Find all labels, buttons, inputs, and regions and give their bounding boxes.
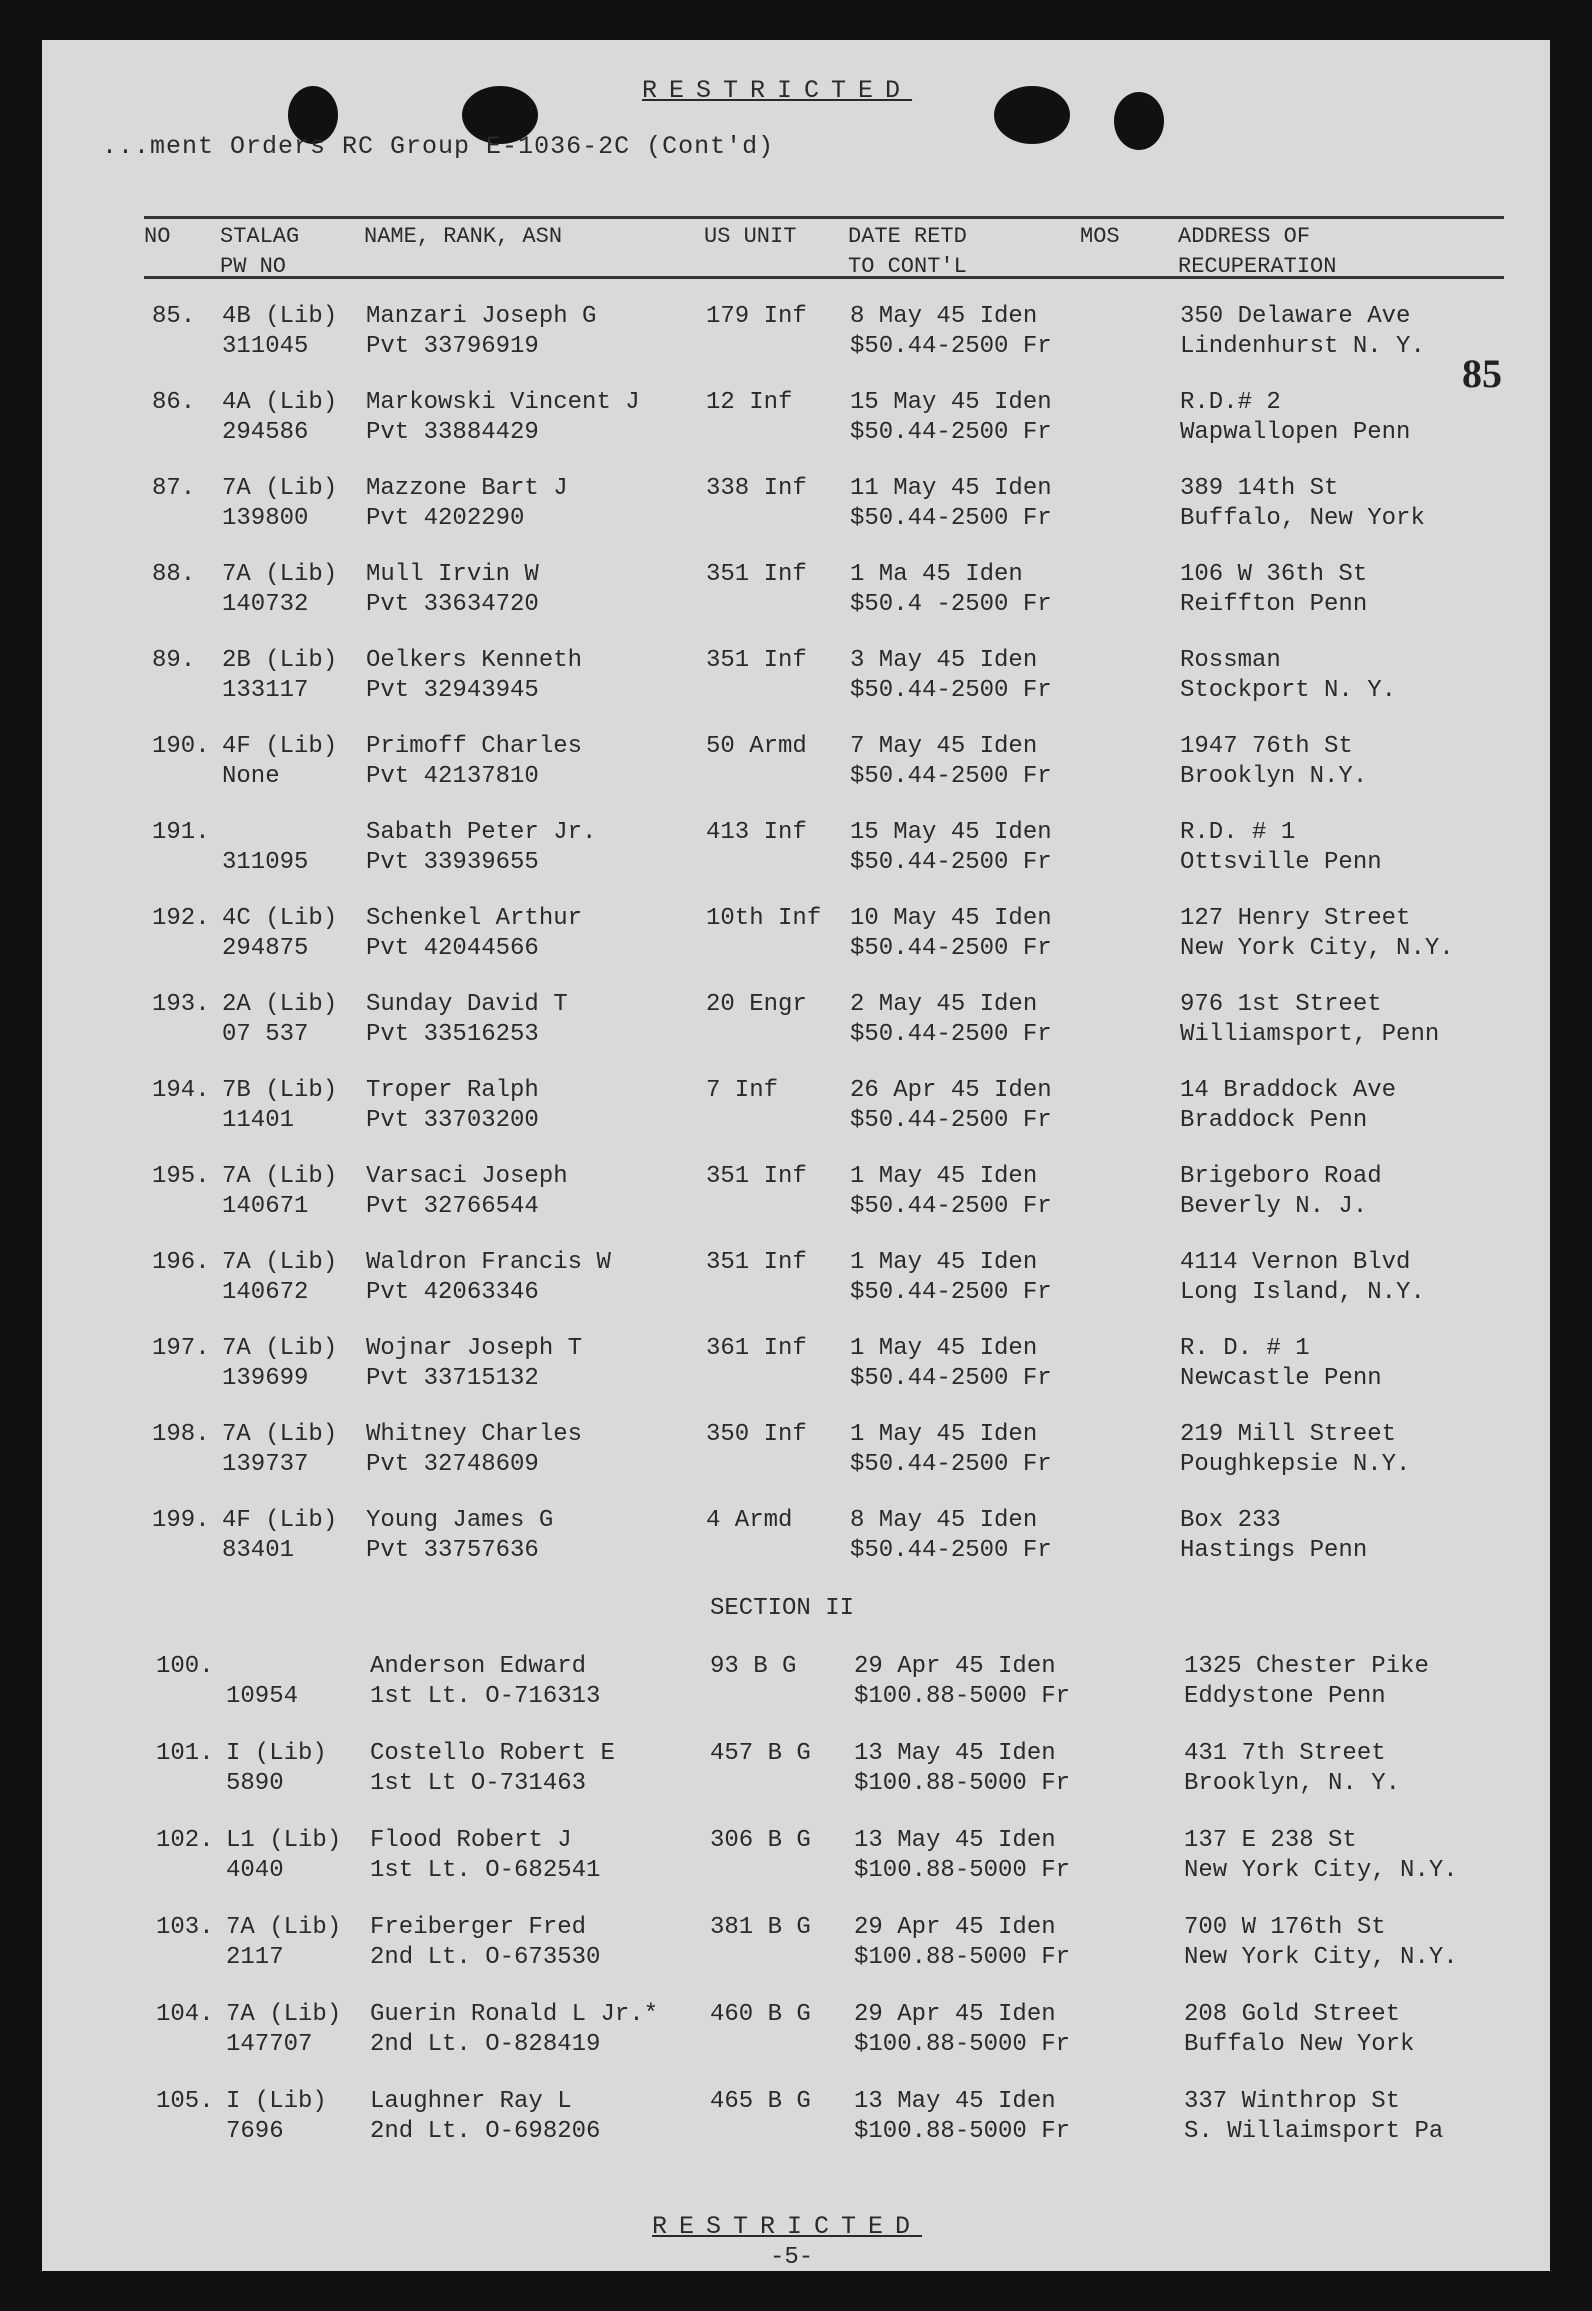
document-page <box>42 40 1550 2271</box>
row-date-returned: 29 Apr 45 Iden $100.88-5000 Fr <box>854 1653 1071 1710</box>
row-unit: 50 Armd <box>706 733 807 760</box>
row-name-rank-asn: Mazzone Bart J Pvt 4202290 <box>366 475 568 532</box>
table-row <box>42 646 1550 706</box>
row-unit: 338 Inf <box>706 475 807 502</box>
row-address: 219 Mill Street Poughkepsie N.Y. <box>1180 1421 1411 1478</box>
row-stalag: I (Lib) 7696 <box>226 2088 327 2145</box>
row-date-returned: 1 Ma 45 Iden $50.4 -2500 Fr <box>850 561 1052 618</box>
row-number: 191. <box>152 819 210 846</box>
row-address: Box 233 Hastings Penn <box>1180 1507 1368 1564</box>
row-unit: 457 B G <box>710 1740 811 1767</box>
row-address: 700 W 176th St New York City, N.Y. <box>1184 1914 1458 1971</box>
table-row <box>42 1506 1550 1566</box>
row-stalag: 311095 <box>222 849 309 876</box>
row-date-returned: 8 May 45 Iden $50.44-2500 Fr <box>850 303 1052 360</box>
row-number: 104. <box>156 2001 214 2028</box>
row-stalag: 4C (Lib) 294875 <box>222 905 338 962</box>
row-name-rank-asn: Oelkers Kenneth Pvt 32943945 <box>366 647 583 704</box>
row-stalag: 4F (Lib) None <box>222 733 338 790</box>
row-date-returned: 1 May 45 Iden $50.44-2500 Fr <box>850 1421 1052 1478</box>
row-stalag: 7A (Lib) 147707 <box>226 2001 342 2058</box>
row-unit: 381 B G <box>710 1914 811 1941</box>
row-stalag: I (Lib) 5890 <box>226 1740 327 1797</box>
row-stalag: 7A (Lib) 2117 <box>226 1914 342 1971</box>
row-name-rank-asn: Primoff Charles Pvt 42137810 <box>366 733 583 790</box>
table-row <box>42 1334 1550 1394</box>
row-date-returned: 29 Apr 45 Iden $100.88-5000 Fr <box>854 1914 1071 1971</box>
restricted-footer: RESTRICTED <box>652 2212 923 2241</box>
table-row <box>42 474 1550 534</box>
row-date-returned: 13 May 45 Iden $100.88-5000 Fr <box>854 1827 1071 1884</box>
row-stalag: L1 (Lib) 4040 <box>226 1827 342 1884</box>
table-row <box>42 1420 1550 1480</box>
row-stalag: 7B (Lib) 11401 <box>222 1077 338 1134</box>
row-unit: 4 Armd <box>706 1507 793 1534</box>
row-number: 199. <box>152 1507 210 1534</box>
row-unit: 351 Inf <box>706 561 807 588</box>
row-address: 4114 Vernon Blvd Long Island, N.Y. <box>1180 1249 1425 1306</box>
row-unit: 179 Inf <box>706 303 807 330</box>
row-date-returned: 7 May 45 Iden $50.44-2500 Fr <box>850 733 1052 790</box>
table-row <box>42 1248 1550 1308</box>
row-date-returned: 8 May 45 Iden $50.44-2500 Fr <box>850 1507 1052 1564</box>
row-number: 196. <box>152 1249 210 1276</box>
row-name-rank-asn: Guerin Ronald L Jr.* 2nd Lt. O-828419 <box>370 2001 659 2058</box>
row-date-returned: 29 Apr 45 Iden $100.88-5000 Fr <box>854 2001 1071 2058</box>
table-row <box>42 388 1550 448</box>
table-row <box>42 2000 1550 2060</box>
row-unit: 12 Inf <box>706 389 793 416</box>
restricted-header: RESTRICTED <box>642 76 913 105</box>
col-name: NAME, RANK, ASN <box>364 224 563 249</box>
row-stalag: 7A (Lib) 140671 <box>222 1163 338 1220</box>
row-address: 431 7th Street Brooklyn, N. Y. <box>1184 1740 1401 1797</box>
row-address: 350 Delaware Ave Lindenhurst N. Y. <box>1180 303 1425 360</box>
row-name-rank-asn: Markowski Vincent J Pvt 33884429 <box>366 389 640 446</box>
row-unit: 361 Inf <box>706 1335 807 1362</box>
table-row <box>42 1652 1550 1712</box>
row-date-returned: 1 May 45 Iden $50.44-2500 Fr <box>850 1163 1052 1220</box>
row-number: 194. <box>152 1077 210 1104</box>
row-unit: 351 Inf <box>706 1163 807 1190</box>
table-row <box>42 732 1550 792</box>
row-name-rank-asn: Sabath Peter Jr. Pvt 33939655 <box>366 819 597 876</box>
row-name-rank-asn: Manzari Joseph G Pvt 33796919 <box>366 303 597 360</box>
table-row <box>42 302 1550 362</box>
row-name-rank-asn: Laughner Ray L 2nd Lt. O-698206 <box>370 2088 601 2145</box>
col-no: NO <box>144 224 171 249</box>
row-name-rank-asn: Freiberger Fred 2nd Lt. O-673530 <box>370 1914 601 1971</box>
table-row <box>42 1739 1550 1799</box>
row-name-rank-asn: Flood Robert J 1st Lt. O-682541 <box>370 1827 601 1884</box>
order-reference: ...ment Orders RC Group E-1036-2C (Cont'd) <box>102 132 775 161</box>
row-number: 195. <box>152 1163 210 1190</box>
row-number: 87. <box>152 475 196 502</box>
row-date-returned: 1 May 45 Iden $50.44-2500 Fr <box>850 1335 1052 1392</box>
row-address: 14 Braddock Ave Braddock Penn <box>1180 1077 1397 1134</box>
header-rule-bottom <box>144 276 1504 279</box>
row-stalag: 4F (Lib) 83401 <box>222 1507 338 1564</box>
row-name-rank-asn: Waldron Francis W Pvt 42063346 <box>366 1249 611 1306</box>
row-number: 89. <box>152 647 196 674</box>
row-address: 976 1st Street Williamsport, Penn <box>1180 991 1440 1048</box>
row-name-rank-asn: Mull Irvin W Pvt 33634720 <box>366 561 539 618</box>
row-address: 389 14th St Buffalo, New York <box>1180 475 1425 532</box>
row-unit: 460 B G <box>710 2001 811 2028</box>
row-number: 101. <box>156 1740 214 1767</box>
row-stalag: 7A (Lib) 139699 <box>222 1335 338 1392</box>
row-address: Brigeboro Road Beverly N. J. <box>1180 1163 1382 1220</box>
row-address: 137 E 238 St New York City, N.Y. <box>1184 1827 1458 1884</box>
row-stalag: 2B (Lib) 133117 <box>222 647 338 704</box>
row-stalag: 4A (Lib) 294586 <box>222 389 338 446</box>
row-address: Rossman Stockport N. Y. <box>1180 647 1397 704</box>
row-date-returned: 15 May 45 Iden $50.44-2500 Fr <box>850 819 1052 876</box>
row-unit: 465 B G <box>710 2088 811 2115</box>
row-name-rank-asn: Costello Robert E 1st Lt O-731463 <box>370 1740 615 1797</box>
section-heading: SECTION II <box>710 1595 855 1622</box>
row-number: 102. <box>156 1827 214 1854</box>
col-mos: MOS <box>1080 224 1120 249</box>
table-row <box>42 818 1550 878</box>
row-date-returned: 13 May 45 Iden $100.88-5000 Fr <box>854 2088 1071 2145</box>
col-address: ADDRESS OF RECUPERATION <box>1178 224 1337 279</box>
row-stalag: 7A (Lib) 140672 <box>222 1249 338 1306</box>
row-name-rank-asn: Varsaci Joseph Pvt 32766544 <box>366 1163 568 1220</box>
header-rule-top <box>144 216 1504 219</box>
row-unit: 306 B G <box>710 1827 811 1854</box>
row-number: 88. <box>152 561 196 588</box>
row-number: 103. <box>156 1914 214 1941</box>
row-date-returned: 2 May 45 Iden $50.44-2500 Fr <box>850 991 1052 1048</box>
row-unit: 20 Engr <box>706 991 807 1018</box>
row-date-returned: 11 May 45 Iden $50.44-2500 Fr <box>850 475 1052 532</box>
row-number: 198. <box>152 1421 210 1448</box>
table-row <box>42 560 1550 620</box>
row-address: 208 Gold Street Buffalo New York <box>1184 2001 1415 2058</box>
row-stalag: 4B (Lib) 311045 <box>222 303 338 360</box>
row-date-returned: 26 Apr 45 Iden $50.44-2500 Fr <box>850 1077 1052 1134</box>
row-date-returned: 10 May 45 Iden $50.44-2500 Fr <box>850 905 1052 962</box>
row-stalag: 7A (Lib) 139737 <box>222 1421 338 1478</box>
row-date-returned: 15 May 45 Iden $50.44-2500 Fr <box>850 389 1052 446</box>
footer-page: -5- <box>770 2244 814 2271</box>
row-date-returned: 13 May 45 Iden $100.88-5000 Fr <box>854 1740 1071 1797</box>
row-unit: 413 Inf <box>706 819 807 846</box>
row-unit: 350 Inf <box>706 1421 807 1448</box>
row-unit: 10th Inf <box>706 905 822 932</box>
row-stalag: 7A (Lib) 139800 <box>222 475 338 532</box>
row-number: 86. <box>152 389 196 416</box>
row-stalag: 10954 <box>226 1683 299 1710</box>
punch-hole <box>1114 92 1164 150</box>
row-number: 197. <box>152 1335 210 1362</box>
table-row <box>42 1913 1550 1973</box>
row-name-rank-asn: Wojnar Joseph T Pvt 33715132 <box>366 1335 583 1392</box>
col-stalag: STALAG PW NO <box>220 224 300 279</box>
row-stalag: 2A (Lib) 07 537 <box>222 991 338 1048</box>
row-unit: 7 Inf <box>706 1077 779 1104</box>
col-date: DATE RETD TO CONT'L <box>848 224 967 279</box>
table-row <box>42 904 1550 964</box>
table-row <box>42 1076 1550 1136</box>
row-unit: 93 B G <box>710 1653 797 1680</box>
col-unit: US UNIT <box>704 224 797 249</box>
table-row <box>42 2087 1550 2147</box>
table-row <box>42 1162 1550 1222</box>
row-name-rank-asn: Anderson Edward 1st Lt. O-716313 <box>370 1653 601 1710</box>
row-address: 337 Winthrop St S. Willaimsport Pa <box>1184 2088 1444 2145</box>
row-name-rank-asn: Troper Ralph Pvt 33703200 <box>366 1077 539 1134</box>
row-number: 192. <box>152 905 210 932</box>
punch-hole <box>994 86 1070 144</box>
table-row <box>42 1826 1550 1886</box>
row-address: R.D.# 2 Wapwallopen Penn <box>1180 389 1411 446</box>
table-row <box>42 990 1550 1050</box>
row-address: 1325 Chester Pike Eddystone Penn <box>1184 1653 1429 1710</box>
row-name-rank-asn: Schenkel Arthur Pvt 42044566 <box>366 905 583 962</box>
row-date-returned: 1 May 45 Iden $50.44-2500 Fr <box>850 1249 1052 1306</box>
row-address: R.D. # 1 Ottsville Penn <box>1180 819 1382 876</box>
row-number: 100. <box>156 1653 214 1680</box>
row-unit: 351 Inf <box>706 647 807 674</box>
row-address: R. D. # 1 Newcastle Penn <box>1180 1335 1382 1392</box>
row-name-rank-asn: Sunday David T Pvt 33516253 <box>366 991 568 1048</box>
row-number: 190. <box>152 733 210 760</box>
page-number: 85 <box>1462 351 1502 396</box>
row-number: 105. <box>156 2088 214 2115</box>
row-name-rank-asn: Whitney Charles Pvt 32748609 <box>366 1421 583 1478</box>
row-unit: 351 Inf <box>706 1249 807 1276</box>
row-address: 127 Henry Street New York City, N.Y. <box>1180 905 1454 962</box>
row-number: 85. <box>152 303 196 330</box>
row-address: 106 W 36th St Reiffton Penn <box>1180 561 1368 618</box>
row-name-rank-asn: Young James G Pvt 33757636 <box>366 1507 554 1564</box>
row-number: 193. <box>152 991 210 1018</box>
row-stalag: 7A (Lib) 140732 <box>222 561 338 618</box>
row-date-returned: 3 May 45 Iden $50.44-2500 Fr <box>850 647 1052 704</box>
row-address: 1947 76th St Brooklyn N.Y. <box>1180 733 1368 790</box>
